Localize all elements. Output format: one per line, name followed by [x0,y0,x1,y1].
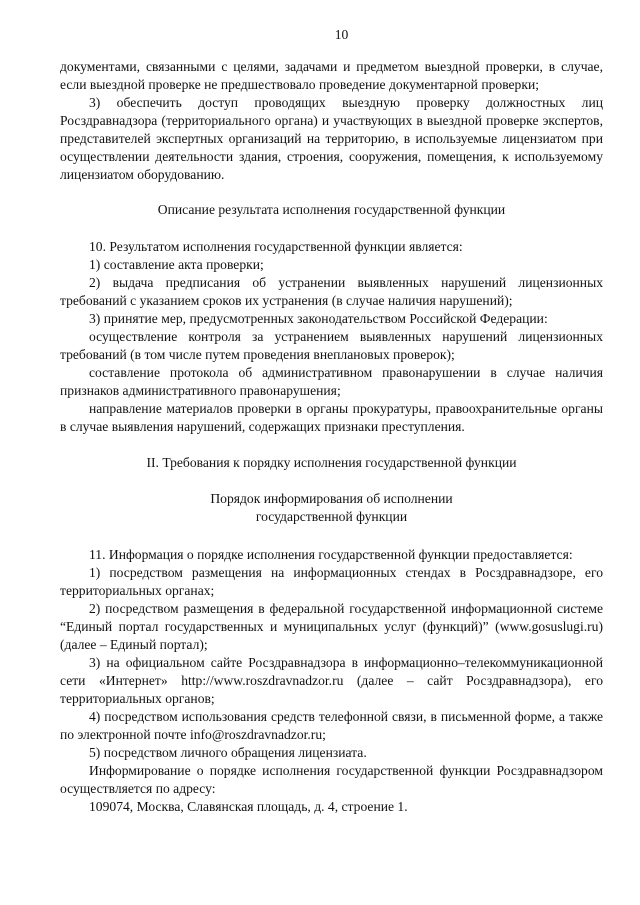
paragraph-10: 10. Результатом исполнения государственной функции является: [89,239,463,254]
heading-section-2: II. Требования к порядку исполнения государственной функции [146,455,517,470]
info-item-2: 2) посредством размещения в федеральной государственной информационной системе “Единый портал государственных и муниципальных услуг (функций)” (www.gosuslugi.ru) (далее – Единый портал); [60,601,603,652]
result-item-1: 1) составление акта проверки; [89,257,264,272]
info-item-1: 1) посредством размещения на информационных стендах в Росздравнадзоре, его территориальных органах; [60,565,603,598]
heading-result-description: Описание результата исполнения государственной функции [157,202,506,217]
result-subitem-protocol: составление протокола об административном правонарушении в случае наличия признаков административного правонарушения; [60,365,603,398]
heading-informing-line2: государственной функции [255,509,408,524]
page-number: 10 [334,27,349,42]
result-item-3: 3) принятие мер, предусмотренных законодательством Российской Федерации: [89,311,548,326]
result-subitem-control: осуществление контроля за устранением выявленных нарушений лицензионных требований (в том числе путем проведения внеплановых проверок); [60,329,603,362]
informing-address-intro: Информирование о порядке исполнения государственной функции Росздравнадзором осуществляется по адресу: [60,763,603,796]
info-item-3: 3) на официальном сайте Росздравнадзора в информационно–телекоммуникационной сети «Интернет» http://www.roszdravnadzor.ru (далее – сайт Росздравнадзора), его территориальных органов; [60,655,603,706]
info-item-5: 5) посредством личного обращения лицензиата. [89,745,367,760]
paragraph-11: 11. Информация о порядке исполнения государственной функции предоставляется: [89,547,573,562]
paragraph-item-3: 3) обеспечить доступ проводящих выездную проверку должностных лиц Росздравнадзора (территориального органа) и участвующих в выездной проверке экспертов, представителей экспертных организаций на территорию, в используемые лицензиатом при осуществлении деятельности здания, строения, сооружения, помещения, к используемому лицензиатом оборудованию. [60,95,603,182]
heading-informing-line1: Порядок информирования об исполнении [210,491,453,506]
result-item-2: 2) выдача предписания об устранении выявленных нарушений лицензионных требований с указанием сроков их устранения (в случае наличия нарушений); [60,275,603,308]
result-subitem-materials: направление материалов проверки в органы прокуратуры, правоохранительные органы в случае выявления нарушений, содержащих признаки преступления. [60,401,603,434]
paragraph-continuation: документами, связанными с целями, задачами и предметом выездной проверки, в случае, если выездной проверке не предшествовало проведение документарной проверки; [60,59,603,92]
address: 109074, Москва, Славянская площадь, д. 4, строение 1. [89,799,408,814]
info-item-4: 4) посредством использования средств телефонной связи, в письменной форме, а также по электронной почте info@roszdravnadzor.ru; [60,709,603,742]
